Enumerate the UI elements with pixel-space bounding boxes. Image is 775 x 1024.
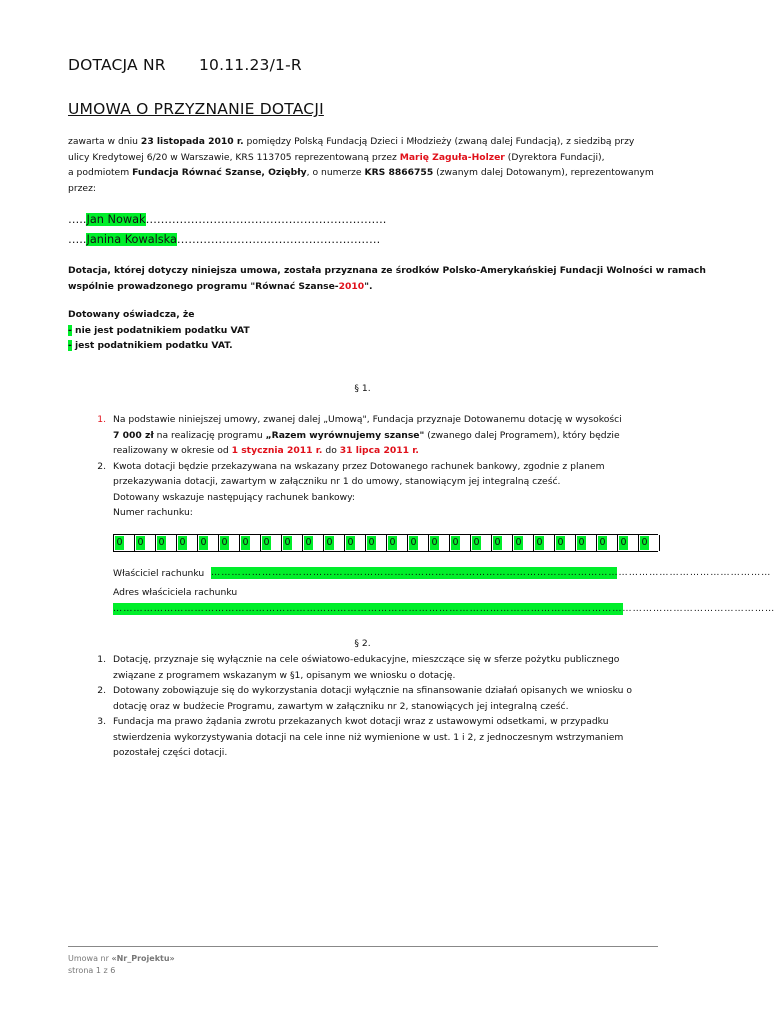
digit-separator (113, 535, 114, 551)
account-digit[interactable] (491, 535, 512, 551)
account-digit-value: 0 (473, 537, 480, 548)
account-digit-value: 0 (536, 537, 543, 548)
list-number: 1. (97, 414, 106, 425)
item-line: (zwanego dalej Programem), który będzie (424, 429, 620, 441)
account-digit[interactable] (428, 535, 449, 551)
account-digit[interactable] (344, 535, 365, 551)
intro-text: pomiędzy Polską Fundacją Dzieci i Młodzieży (zwaną dalej Fundacją), z siedzibą przy (243, 136, 635, 147)
digit-separator (176, 535, 177, 551)
account-digit[interactable] (596, 535, 617, 551)
footer-divider (68, 946, 658, 947)
item-line: do (322, 445, 340, 456)
item-line: Dotację, przyznaje się wyłącznie na cele oświatowo-edukacyjne, mieszczące się w sferze pożytku publicznego (113, 654, 620, 665)
digit-separator (239, 535, 240, 551)
digit-separator (533, 535, 534, 551)
intro-text: (Dyrektora Fundacji), (504, 151, 605, 163)
funding-line: ". (364, 280, 373, 292)
page-number: strona 1 z 6 (68, 966, 116, 975)
digit-separator (659, 535, 660, 551)
digit-separator (407, 535, 408, 551)
account-digit-value: 0 (620, 537, 627, 548)
account-owner-address-label: Adres właściciela rachunku (113, 587, 238, 598)
digit-separator (365, 535, 366, 551)
digit-separator (638, 535, 639, 551)
account-digit-value: 0 (557, 537, 564, 548)
item-line: stwierdzenia wykorzystywania dotacji na cele inne niż wymienione w ust. 1 i 2, z jednoczesnym wstrzymaniem (113, 731, 624, 743)
account-digit[interactable] (134, 535, 155, 551)
declaration-title: Dotowany oświadcza, że (68, 309, 195, 320)
digit-separator (596, 535, 597, 551)
list-number: 3. (97, 716, 106, 727)
period-start: 1 stycznia 2011 r. (231, 445, 323, 456)
digit-separator (470, 535, 471, 551)
dots: ….. (68, 213, 87, 226)
account-number-field[interactable] (113, 534, 658, 552)
account-digit[interactable] (239, 535, 260, 551)
list-number: 2. (97, 685, 106, 696)
item-line: pozostałej części dotacji. (113, 747, 228, 758)
section-2-list (0, 652, 725, 762)
dots: ……………………………………………… (176, 233, 381, 246)
digit-separator (512, 535, 513, 551)
program-name: „Razem wyrównujemy szanse" (265, 429, 425, 441)
account-digit-value: 0 (347, 537, 354, 548)
item-line: na realizację programu (153, 429, 266, 441)
account-number-label: Numer rachunku: (113, 507, 193, 518)
item-line: Dotowany wskazuje następujący rachunek bankowy: (113, 491, 355, 503)
account-owner-field[interactable]: ………………………………………………………………………………………………………………………………………………… (211, 567, 772, 578)
funding-line: Dotacja, której dotyczy niniejsza umowa, została przyznana ze środków Polsko-Amerykańskiej Fundacji Wolności w ramach (68, 265, 706, 276)
intro-text: (zwanym dalej Dotowanym), reprezentowanym (433, 167, 654, 178)
digit-separator (344, 535, 345, 551)
vat-option-1[interactable] (68, 323, 250, 339)
intro-text: , o numerze (306, 167, 365, 178)
digit-separator (302, 535, 303, 551)
item-line: Na podstawie niniejszej umowy, zwanej dalej „Umową", Fundacja przyznaje Dotowanemu dotację w wysokości (113, 414, 622, 425)
account-digit-value: 0 (305, 537, 312, 548)
account-digit[interactable] (470, 535, 491, 551)
account-digit-value: 0 (221, 537, 228, 548)
list-item (113, 652, 657, 683)
item-line: realizowany w okresie od (113, 445, 232, 456)
account-digit[interactable] (407, 535, 428, 551)
digit-separator (554, 535, 555, 551)
option-marker: - (68, 340, 72, 351)
digit-separator (575, 535, 576, 551)
intro-text: zawarta w dniu (68, 136, 141, 147)
list-item (113, 412, 657, 459)
account-digit-value: 0 (452, 537, 459, 548)
recipient-organization: Fundacja Równać Szanse, Oziębły (132, 167, 307, 178)
item-line: przekazywania dotacji, zawartym w załączniku nr 1 do umowy, stanowiącym jej integralną cześć. (113, 476, 561, 487)
signatory-2 (68, 231, 380, 249)
list-number: 2. (97, 460, 106, 472)
section-2-heading: § 2. (354, 638, 371, 649)
digit-separator (218, 535, 219, 551)
account-digit-value: 0 (578, 537, 585, 548)
intro-text: ulicy Kredytowej 6/20 w Warszawie, KRS 113705 reprezentowaną przez (68, 151, 400, 163)
digit-separator (617, 535, 618, 551)
period-end: 31 lipca 2011 r. (339, 445, 419, 456)
digit-separator (260, 535, 261, 551)
intro-text: a podmiotem (68, 167, 133, 178)
account-digit[interactable] (638, 535, 659, 551)
account-digit[interactable] (260, 535, 281, 551)
account-digit-value: 0 (242, 537, 249, 548)
account-digit[interactable] (176, 535, 197, 551)
account-digit-value: 0 (494, 537, 501, 548)
vat-option-2[interactable] (68, 338, 250, 354)
account-digit-value: 0 (599, 537, 606, 548)
dots: ………………………………………………………. (145, 213, 387, 226)
signatory-1 (68, 211, 386, 229)
account-digit[interactable] (155, 535, 176, 551)
account-digit[interactable] (512, 535, 533, 551)
account-digit[interactable] (302, 535, 323, 551)
digit-separator (281, 535, 282, 551)
digit-separator (449, 535, 450, 551)
vat-declaration (68, 307, 250, 354)
digit-separator (323, 535, 324, 551)
page-title: UMOWA O PRZYZNANIE DOTACJI (68, 100, 324, 118)
foundation-representative: Marię Zaguła-Holzer (399, 151, 505, 163)
account-digit[interactable] (575, 535, 596, 551)
signatory-name: Jan Nowak (86, 213, 146, 226)
footer-label: Umowa nr (68, 954, 112, 963)
account-digit[interactable] (533, 535, 554, 551)
item-line: dotację oraz w budżecie Programu, zawartym w załączniku nr 2, stanowiących jej integralną cześć. (113, 700, 569, 712)
item-line: Dotowany zobowiązuje się do wykorzystania dotacji wyłącznie na sfinansowanie działań opisanych we wniosku o (113, 685, 633, 696)
account-digit[interactable] (197, 535, 218, 551)
recipient-krs: KRS 8866755 (364, 167, 434, 178)
account-digit[interactable] (365, 535, 386, 551)
account-owner-address-field[interactable]: …………………………………………………………………………………………………………………………………………………………………………… (113, 603, 775, 614)
program-year: 2010 (338, 280, 365, 292)
account-digit[interactable] (113, 535, 134, 551)
account-digit[interactable] (449, 535, 470, 551)
item-line: Fundacja ma prawo żądania zwrotu przekazanych kwot dotacji wraz z ustawowymi odsetkami, w przypadku (113, 716, 609, 727)
account-digit-value: 0 (641, 537, 648, 548)
list-item (113, 459, 657, 521)
digit-separator (428, 535, 429, 551)
account-digit[interactable] (554, 535, 575, 551)
option-label: jest podatnikiem podatku VAT. (71, 340, 233, 351)
account-digit-value: 0 (410, 537, 417, 548)
account-digit-value: 0 (200, 537, 207, 548)
item-line: Kwota dotacji będzie przekazywana na wskazany przez Dotowanego rachunek bankowy, zgodnie z planem (113, 460, 605, 472)
account-digit-value: 0 (158, 537, 165, 548)
account-digit[interactable] (218, 535, 239, 551)
account-digit-value: 0 (284, 537, 291, 548)
dots: ….. (68, 233, 87, 246)
account-digit[interactable] (281, 535, 302, 551)
digit-separator (491, 535, 492, 551)
list-number: 1. (97, 654, 106, 665)
account-digit[interactable] (617, 535, 638, 551)
digit-separator (155, 535, 156, 551)
item-line: związane z programem wskazanym w §1, opisanym we wniosku o dotację. (113, 669, 456, 681)
section-1-heading: § 1. (354, 383, 371, 394)
digit-separator (386, 535, 387, 551)
grant-amount: 7 000 zł (113, 429, 154, 441)
contract-date: 23 listopada 2010 r. (140, 136, 244, 147)
account-digit-value: 0 (137, 537, 144, 548)
account-digit-value: 0 (389, 537, 396, 548)
signatory-name: Janina Kowalska (86, 233, 177, 246)
digit-separator (197, 535, 198, 551)
digit-separator (134, 535, 135, 551)
list-item (113, 714, 657, 761)
grant-label: DOTACJA NR (68, 56, 166, 74)
funding-paragraph (68, 263, 706, 294)
footer (68, 953, 175, 977)
account-digit-value: 0 (368, 537, 375, 548)
intro-paragraph (68, 134, 658, 196)
list-item (113, 683, 657, 714)
intro-text: przez: (68, 182, 97, 194)
section-1-list (0, 412, 725, 532)
account-digit-value: 0 (263, 537, 270, 548)
account-digit-value: 0 (116, 537, 123, 548)
funding-line: wspólnie prowadzonego programu "Równać Szanse- (68, 280, 339, 292)
account-owner-label: Właściciel rachunku (113, 568, 205, 579)
account-digit-value: 0 (515, 537, 522, 548)
account-digit-value: 0 (431, 537, 438, 548)
project-number-field: «Nr_Projektu» (111, 954, 175, 963)
account-digit[interactable] (386, 535, 407, 551)
grant-number: 10.11.23/1-R (199, 56, 302, 74)
account-digit[interactable] (323, 535, 344, 551)
option-marker: - (68, 324, 72, 336)
account-digit-value: 0 (326, 537, 333, 548)
option-label: nie jest podatnikiem podatku VAT (71, 324, 250, 336)
account-digit-value: 0 (179, 537, 186, 548)
